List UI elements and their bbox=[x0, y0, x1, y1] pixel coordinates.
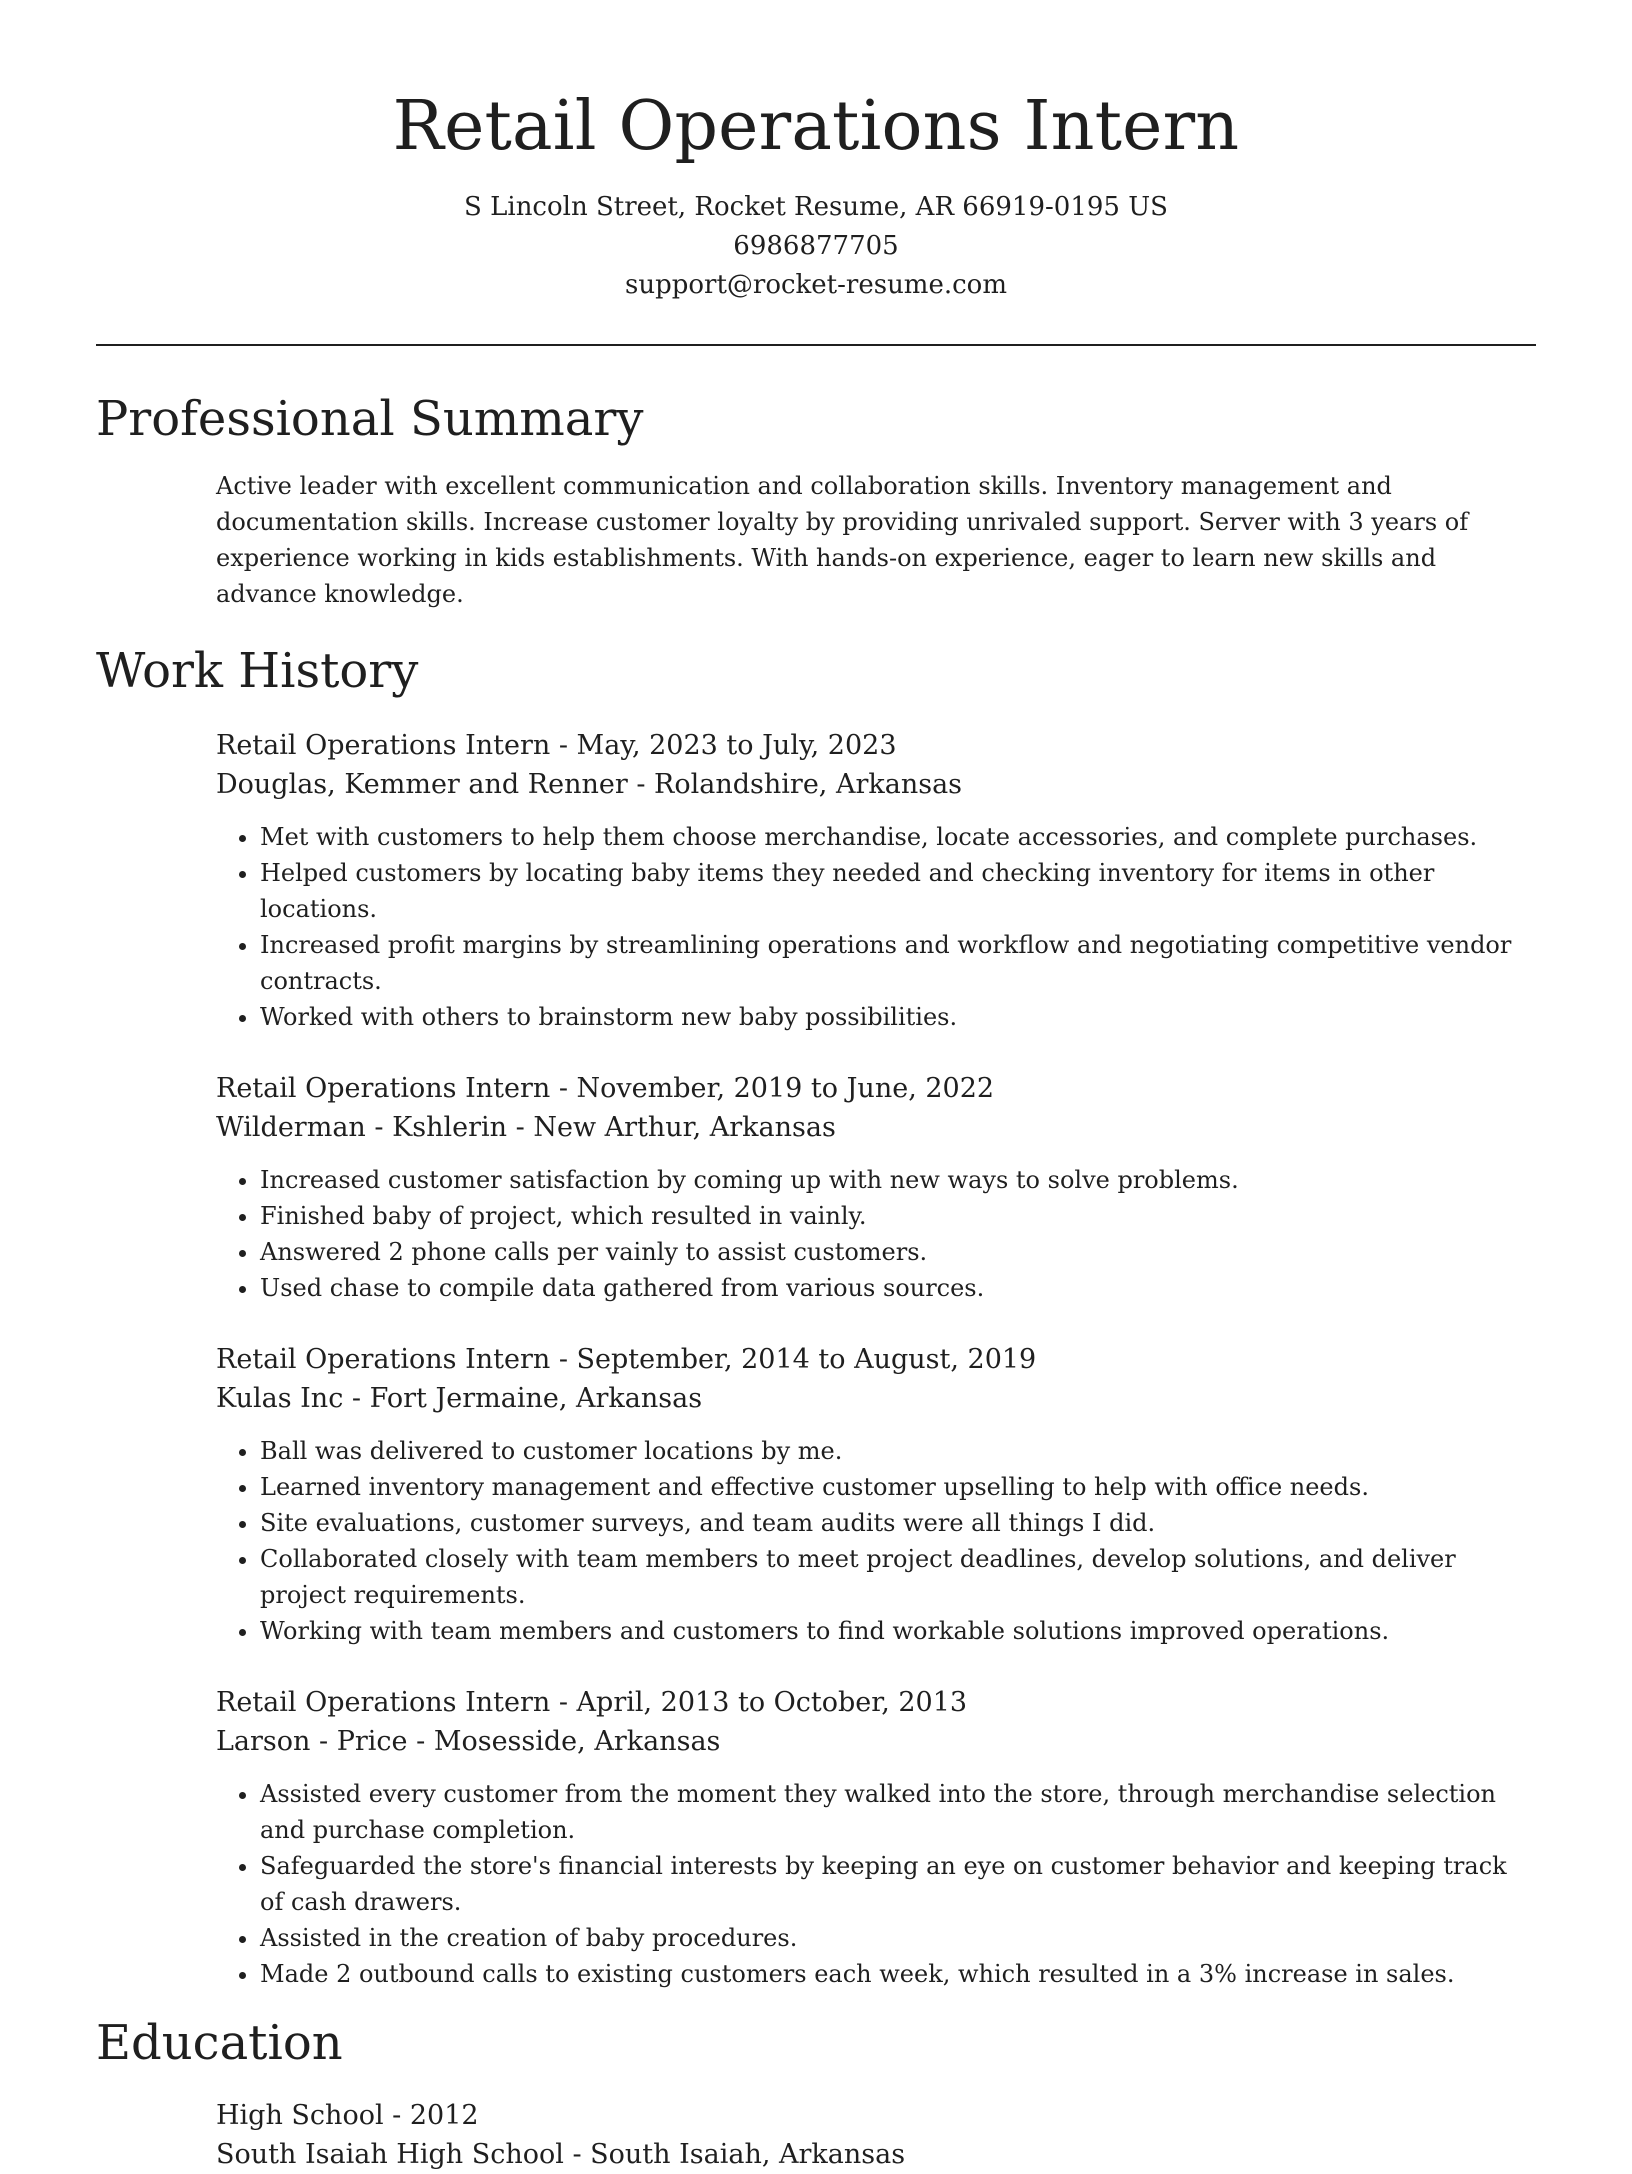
job-title-line: Retail Operations Intern - September, 2014 to August, 2019 bbox=[216, 1344, 1037, 1375]
job-bullet: • Answered 2 phone calls per vainly to assist customers. bbox=[260, 1234, 1536, 1270]
summary-text: Active leader with excellent communication and collaboration skills. Inventory management and documentation skills. Increase customer loyalty by providing unrivaled support. Server with 3 years of experience working in kids establishments. With hands-on experience, eager to learn new skills and advance knowledge. bbox=[216, 472, 1469, 608]
education-heading: Education bbox=[96, 2015, 343, 2071]
job-entry bbox=[216, 1069, 1536, 1306]
job-entry bbox=[216, 1340, 1536, 1649]
education-degree-line: High School - 2012 bbox=[216, 2100, 479, 2131]
job-company-line: Wilderman - Kshlerin - New Arthur, Arkansas bbox=[216, 1112, 836, 1143]
summary-section bbox=[96, 386, 1536, 612]
job-bullet: • Assisted in the creation of baby procedures. bbox=[260, 1920, 1536, 1956]
job-bullet: • Finished baby of project, which resulted in vainly. bbox=[260, 1198, 1536, 1234]
job-bullet: • Ball was delivered to customer locations by me. bbox=[260, 1433, 1536, 1469]
job-company-line: Douglas, Kemmer and Renner - Rolandshire, Arkansas bbox=[216, 769, 963, 800]
job-bullet: • Increased profit margins by streamlining operations and workflow and negotiating competitive vendor contracts. bbox=[260, 927, 1536, 999]
education-entry bbox=[216, 2096, 1536, 2174]
summary-heading: Professional Summary bbox=[96, 391, 644, 447]
job-bullet: • Safeguarded the store's financial interests by keeping an eye on customer behavior and keeping track of cash drawers. bbox=[260, 1848, 1536, 1920]
job-bullet: • Increased customer satisfaction by coming up with new ways to solve problems. bbox=[260, 1162, 1536, 1198]
contact-email: support@rocket-resume.com bbox=[624, 270, 1007, 300]
job-title-line: Retail Operations Intern - May, 2023 to July, 2023 bbox=[216, 730, 897, 761]
work-history-heading: Work History bbox=[96, 643, 419, 699]
education-section bbox=[96, 2010, 1536, 2174]
resume-name: Retail Operations Intern bbox=[392, 87, 1240, 166]
job-bullet: • Learned inventory management and effective customer upselling to help with office needs. bbox=[260, 1469, 1536, 1505]
education-school-line: South Isaiah High School - South Isaiah, Arkansas bbox=[216, 2139, 906, 2170]
contact-phone: 6986877705 bbox=[733, 231, 899, 261]
job-bullet: • Helped customers by locating baby items they needed and checking inventory for items in other locations. bbox=[260, 855, 1536, 927]
job-bullet-list bbox=[216, 1776, 1536, 1992]
resume-header bbox=[96, 82, 1536, 305]
job-entry bbox=[216, 1683, 1536, 1992]
job-company-line: Larson - Price - Mosesside, Arkansas bbox=[216, 1726, 721, 1757]
header-divider bbox=[96, 344, 1536, 346]
work-history-section bbox=[96, 638, 1536, 1992]
job-bullet-list bbox=[216, 819, 1536, 1035]
job-bullet: • Worked with others to brainstorm new baby possibilities. bbox=[260, 999, 1536, 1035]
job-bullet: • Site evaluations, customer surveys, and team audits were all things I did. bbox=[260, 1505, 1536, 1541]
job-bullet: • Made 2 outbound calls to existing customers each week, which resulted in a 3% increase in sales. bbox=[260, 1956, 1536, 1992]
job-title-line: Retail Operations Intern - November, 2019 to June, 2022 bbox=[216, 1073, 995, 1104]
job-bullet: • Working with team members and customers to find workable solutions improved operations. bbox=[260, 1613, 1536, 1649]
job-bullet: • Met with customers to help them choose merchandise, locate accessories, and complete purchases. bbox=[260, 819, 1536, 855]
contact-address: S Lincoln Street, Rocket Resume, AR 66919-0195 US bbox=[464, 192, 1168, 222]
job-bullet: • Assisted every customer from the moment they walked into the store, through merchandise selection and purchase completion. bbox=[260, 1776, 1536, 1848]
job-bullet-list bbox=[216, 1162, 1536, 1306]
job-bullet: • Collaborated closely with team members to meet project deadlines, develop solutions, and deliver project requirements. bbox=[260, 1541, 1536, 1613]
job-bullet: • Used chase to compile data gathered from various sources. bbox=[260, 1270, 1536, 1306]
job-bullet-list bbox=[216, 1433, 1536, 1649]
job-entry bbox=[216, 726, 1536, 1035]
job-title-line: Retail Operations Intern - April, 2013 to October, 2013 bbox=[216, 1687, 968, 1718]
job-company-line: Kulas Inc - Fort Jermaine, Arkansas bbox=[216, 1383, 703, 1414]
